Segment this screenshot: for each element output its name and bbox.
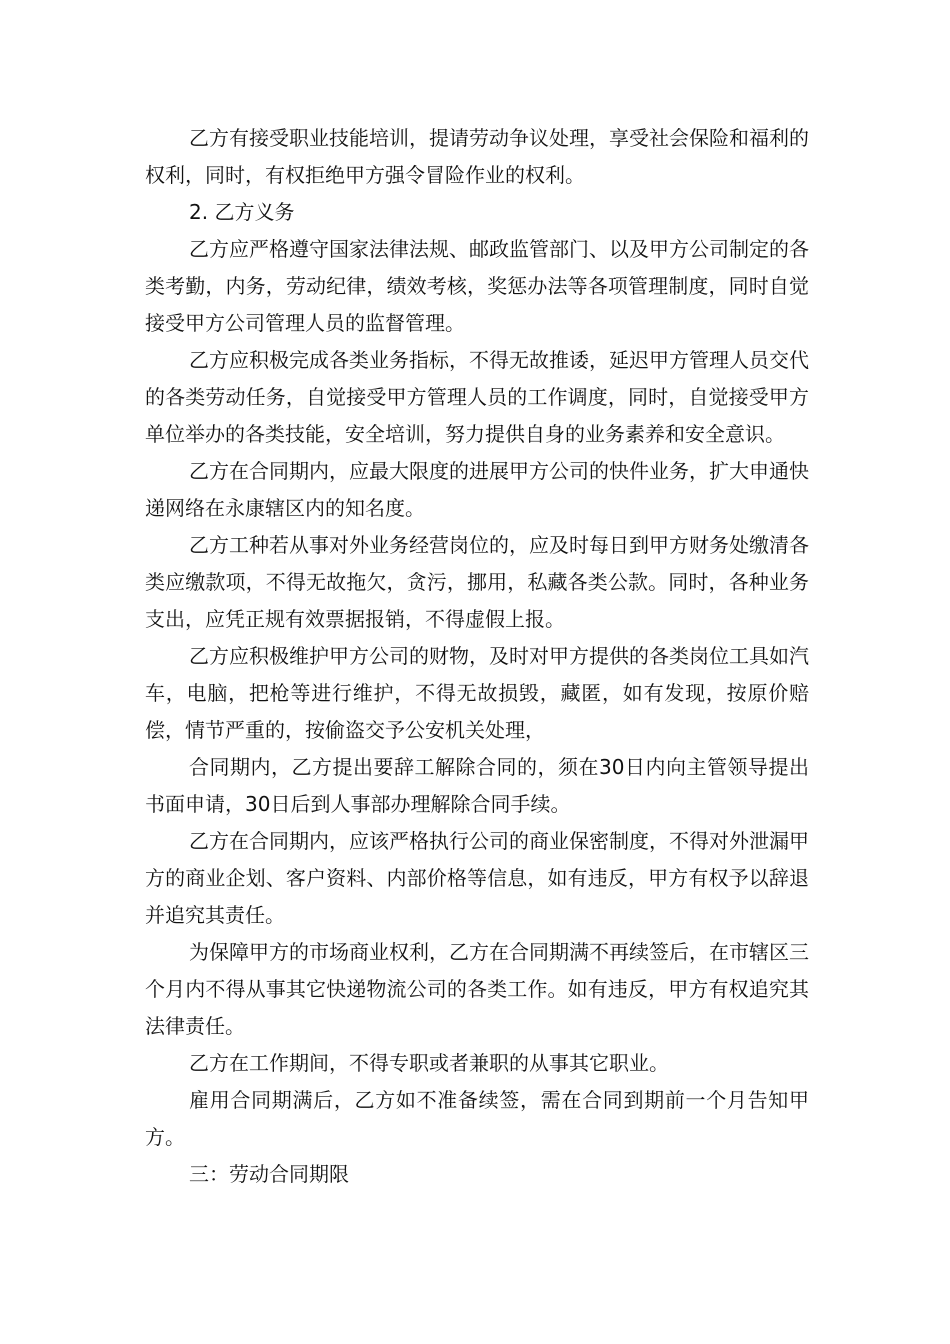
paragraph-resignation: 合同期内，乙方提出要辞工解除合同的，须在30日内向主管领导提出书面申请，30日后到人事部办理解除合同手续。 (145, 755, 809, 816)
paragraph-no-side-job: 乙方在工作期间，不得专职或者兼职的从事其它职业。 (189, 1051, 669, 1075)
document-body (145, 120, 809, 1193)
paragraph-property: 乙方应积极维护甲方公司的财物，及时对甲方提供的各类岗位工具如汽车，电脑，把枪等进行维护，不得无故损毁，藏匿，如有发现，按原价赔偿，情节严重的，按偷盗交予公安机关处理， (145, 644, 809, 742)
paragraph-payments: 乙方工种若从事对外业务经营岗位的，应及时每日到甲方财务处缴清各类应缴款项，不得无故拖欠，贪污，挪用，私藏各类公款。同时，各种业务支出，应凭正规有效票据报销，不得虚假上报。 (145, 533, 809, 631)
paragraph-confidentiality: 乙方在合同期内，应该严格执行公司的商业保密制度，不得对外泄漏甲方的商业企划、客户资料、内部价格等信息，如有违反，甲方有权予以辞退并追究其责任。 (145, 829, 809, 927)
section-heading-obligations: 2. 乙方义务 (189, 200, 295, 224)
paragraph-express-business: 乙方在合同期内，应最大限度的进展甲方公司的快件业务，扩大申通快递网络在永康辖区内的知名度。 (145, 459, 809, 520)
paragraph-renewal-notice: 雇用合同期满后，乙方如不准备续签，需在合同到期前一个月告知甲方。 (145, 1088, 809, 1149)
paragraph-business-targets: 乙方应积极完成各类业务指标，不得无故推诿，延迟甲方管理人员交代的各类劳动任务，自觉接受甲方管理人员的工作调度，同时，自觉接受甲方单位举办的各类技能，安全培训，努力提供自身的业务素养和安全意识。 (145, 348, 809, 446)
paragraph-rights: 乙方有接受职业技能培训，提请劳动争议处理，享受社会保险和福利的权利，同时，有权拒绝甲方强令冒险作业的权利。 (145, 126, 809, 187)
paragraph-compliance: 乙方应严格遵守国家法律法规、邮政监管部门、以及甲方公司制定的各类考勤，内务，劳动纪律，绩效考核，奖惩办法等各项管理制度，同时自觉接受甲方公司管理人员的监督管理。 (145, 237, 809, 335)
paragraph-non-compete: 为保障甲方的市场商业权利，乙方在合同期满不再续签后，在市辖区三个月内不得从事其它快递物流公司的各类工作。如有违反，甲方有权追究其法律责任。 (145, 940, 809, 1038)
section-heading-contract-term: 三：劳动合同期限 (189, 1162, 349, 1186)
